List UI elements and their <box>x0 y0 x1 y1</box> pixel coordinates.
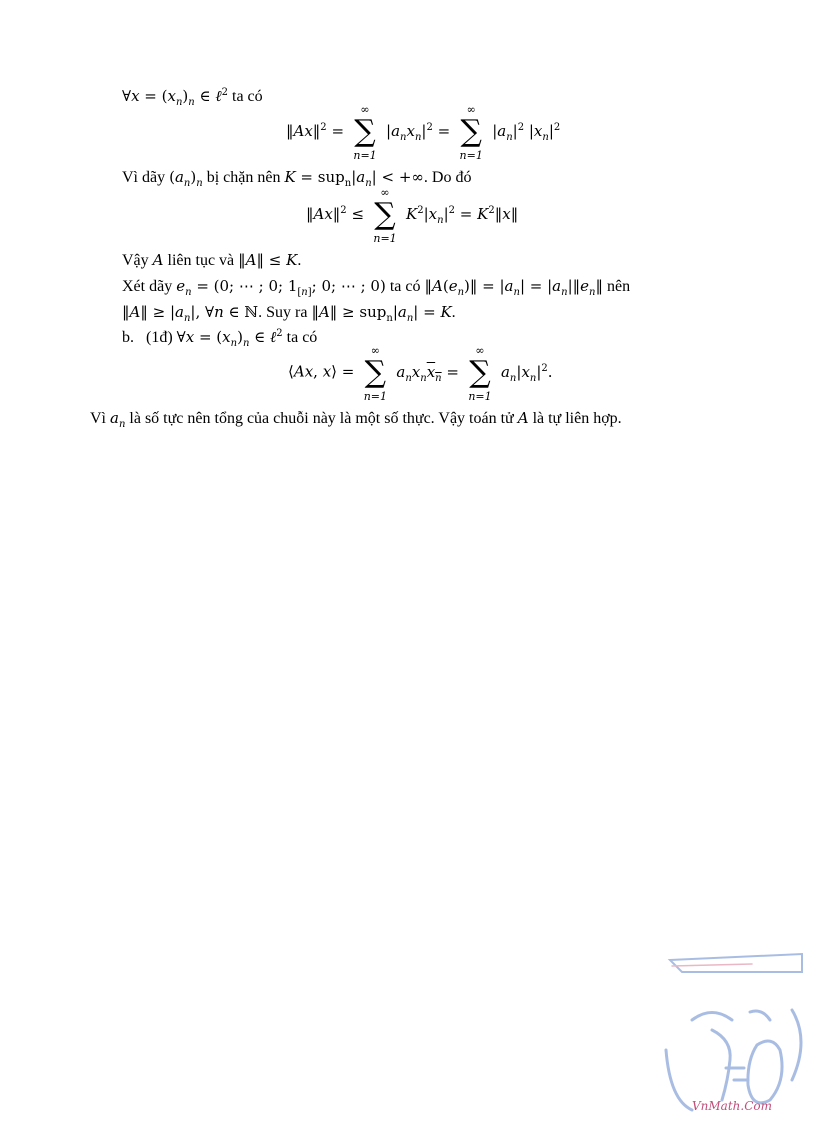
equation-2: ‖Ax‖$^2$ ≤ ∞ ∑ n=1 $K^2|x_n|^2$ = $K^2‖x‖$ <box>306 186 519 245</box>
text-line-6: b. (1đ) ∀x = $(x_n)_n$ ∈ ℓ$^2$ ta có <box>122 328 318 349</box>
text-line-4: Xét dãy $e_n = (0$; ⋯ ; 0; $1_{[n]}$; 0; ⋯ ; 0) ta có $‖A(e_n)‖ = |a_n|$ = $|a_n|‖e_n‖$ nên <box>122 277 631 298</box>
text-line-1: ∀x = $(x_n)_n$ ∈ ℓ$^2$ ta có <box>122 87 263 108</box>
svg-text:VnMath.Com: VnMath.Com <box>692 1099 772 1113</box>
equation-3: ⟨Ax, x⟩ = ∞ ∑ n=1 $a_nx_nx_n$ = ∞ ∑ n=1 $a_n|x_n|^2$. <box>288 344 553 403</box>
text-line-3: Vậy A liên tục và ‖A‖ ≤ K. <box>122 251 302 269</box>
vnmath-logo <box>652 950 814 1120</box>
text-line-2: Vì dãy $(a_n)_n$ bị chặn nên $K = sup_n|a_n|$ < +∞. Do đó <box>122 168 472 189</box>
equation-1: ‖Ax‖$^2$ = ∞ ∑ n=1 $|a_nx_n|^2$ = ∞ ∑ n=1 $|a_n|^2$ $|x_n|^2$ <box>286 103 561 162</box>
text-line-5: ‖A‖ ≥ $|a_n|$, ∀n ∈ ℕ. Suy ra ‖A‖ ≥ $sup_n|a_n| = K$. <box>122 303 456 324</box>
text-line-7: Vì $a_n$ là số tực nên tổng của chuỗi này là một số thực. Vậy toán tử A là tự liên hợp. <box>90 409 622 430</box>
